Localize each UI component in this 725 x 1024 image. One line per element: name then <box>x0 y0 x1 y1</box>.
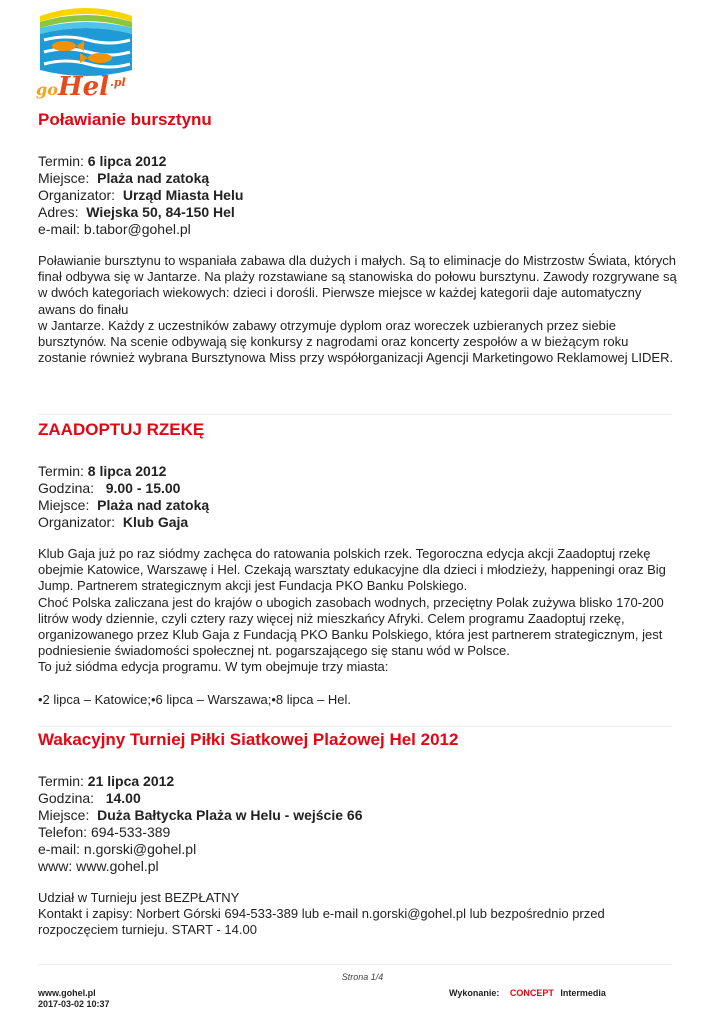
gohel-logo <box>34 6 138 106</box>
logo-pl-text: .pl <box>110 76 126 89</box>
footer-site-link[interactable]: www.gohel.pl <box>38 988 96 998</box>
field-miejsce: Miejsce: Duża Bałtycka Plaża w Helu - wejście 66 <box>38 807 363 823</box>
field-miejsce: Miejsce: Plaża nad zatoką <box>38 497 210 513</box>
field-adres: Adres: Wiejska 50, 84-150 Hel <box>38 204 235 220</box>
footer-date: 2017-03-02 10:37 <box>38 999 110 1009</box>
footer-credit <box>449 988 606 998</box>
body-paragraph: Choć Polska zaliczana jest do krajów o ubogich zasobach wodnych, przeciętny Polak zużywa blisko 170-200 litrów wody dziennie, czyli cztery razy więcej niż mieszkańcy Afryki. Celem programu Zaadoptuj rzekę, organizowanego przez Klub Gaja z Fundacją PKO Banku Polskiego, która jest partnerem strategicznym, jest podniesienie świadomości społecznej nt. pogarszającego się stanu wód w Polsce. <box>38 594 664 659</box>
article-turniej-siatkowki <box>38 730 678 939</box>
article-zaadoptuj-rzeke <box>38 420 678 708</box>
section-divider <box>38 414 672 415</box>
page-number: Strona 1/4 <box>341 972 384 982</box>
field-godzina: Godzina: 14.00 <box>38 790 141 806</box>
field-organizator: Organizator: Urząd Miasta Helu <box>38 187 244 203</box>
logo-go-text: go <box>36 80 58 99</box>
field-miejsce: Miejsce: Plaża nad zatoką <box>38 170 210 186</box>
article-polawianie <box>38 110 678 366</box>
body-paragraph: Klub Gaja już po raz siódmy zachęca do ratowania polskich rzek. Tegoroczna edycja akcji Zaadoptuj rzekę obejmie Katowice, Warszawę i Hel. Czekają warsztaty edukacyjne dla dzieci i młodzieży, happeningi oraz Big Jump. Partnerem strategicznym akcji jest Fundacja PKO Banku Polskiego. <box>38 546 666 594</box>
gohel-fish-logo-icon <box>34 6 138 78</box>
article-body <box>38 253 678 366</box>
field-termin: Termin: 21 lipca 2012 <box>38 773 175 789</box>
body-paragraph: Kontakt i zapisy: Norbert Górski 694-533-389 lub e-mail n.gorski@gohel.pl lub bezpośrednio przed rozpoczęciem turnieju. START - 14.00 <box>38 906 605 938</box>
article-title: Poławianie bursztynu <box>38 110 212 129</box>
logo-hel-text: Hel <box>58 72 109 102</box>
field-www[interactable]: www: www.gohel.pl <box>38 858 159 874</box>
body-paragraph: •2 lipca – Katowice;•6 lipca – Warszawa;•8 lipca – Hel. <box>38 691 352 707</box>
logo-wordmark <box>34 74 138 108</box>
page-footer <box>0 960 725 1024</box>
body-spacer <box>38 676 678 692</box>
field-termin: Termin: 8 lipca 2012 <box>38 463 167 479</box>
field-telefon: Telefon: 694-533-389 <box>38 824 171 840</box>
body-paragraph: To już siódma edycja programu. W tym obejmuje trzy miasta: <box>38 659 389 675</box>
body-paragraph: Poławianie bursztynu to wspaniała zabawa dla dużych i małych. Są to eliminacje do Mistrzostw Świata, których finał odbywa się w Jantarze. Na plaży rozstawiane są stanowiska do połowu bursztynu. Zawody rozgrywane są w dwóch kategoriach wiekowych: dzieci i dorośli. Pierwsze miejsce w każdej kategorii daje automatyczny awans do finału <box>38 253 677 317</box>
field-email[interactable]: e-mail: b.tabor@gohel.pl <box>38 221 191 237</box>
body-paragraph: w Jantarze. Każdy z uczestników zabawy otrzymuje dyplom oraz woreczek uzbieranych przez siebie bursztynów. Na scenie odbywają się konkursy z nagrodami oraz koncerty zespołów a w bieżącym roku zostanie również wybrana Bursztynowa Miss przy współorganizacji Agencji Marketingowo Reklamowej LIDER. <box>38 317 674 366</box>
article-title: Wakacyjny Turniej Piłki Siatkowej Plażowej Hel 2012 <box>38 730 459 749</box>
field-godzina: Godzina: 9.00 - 15.00 <box>38 480 181 496</box>
field-organizator: Organizator: Klub Gaja <box>38 514 189 530</box>
article-title: ZAADOPTUJ RZEKĘ <box>38 420 205 439</box>
article-body <box>38 546 678 708</box>
credit-concept: CONCEPT <box>509 988 554 998</box>
body-paragraph: Udział w Turnieju jest BEZPŁATNY <box>38 890 240 905</box>
credit-label: Wykonanie: <box>449 988 500 998</box>
field-termin: Termin: 6 lipca 2012 <box>38 153 167 169</box>
credit-intermedia: Intermedia <box>560 988 606 998</box>
section-divider <box>38 726 672 727</box>
article-body <box>38 890 678 939</box>
field-email[interactable]: e-mail: n.gorski@gohel.pl <box>38 841 197 857</box>
